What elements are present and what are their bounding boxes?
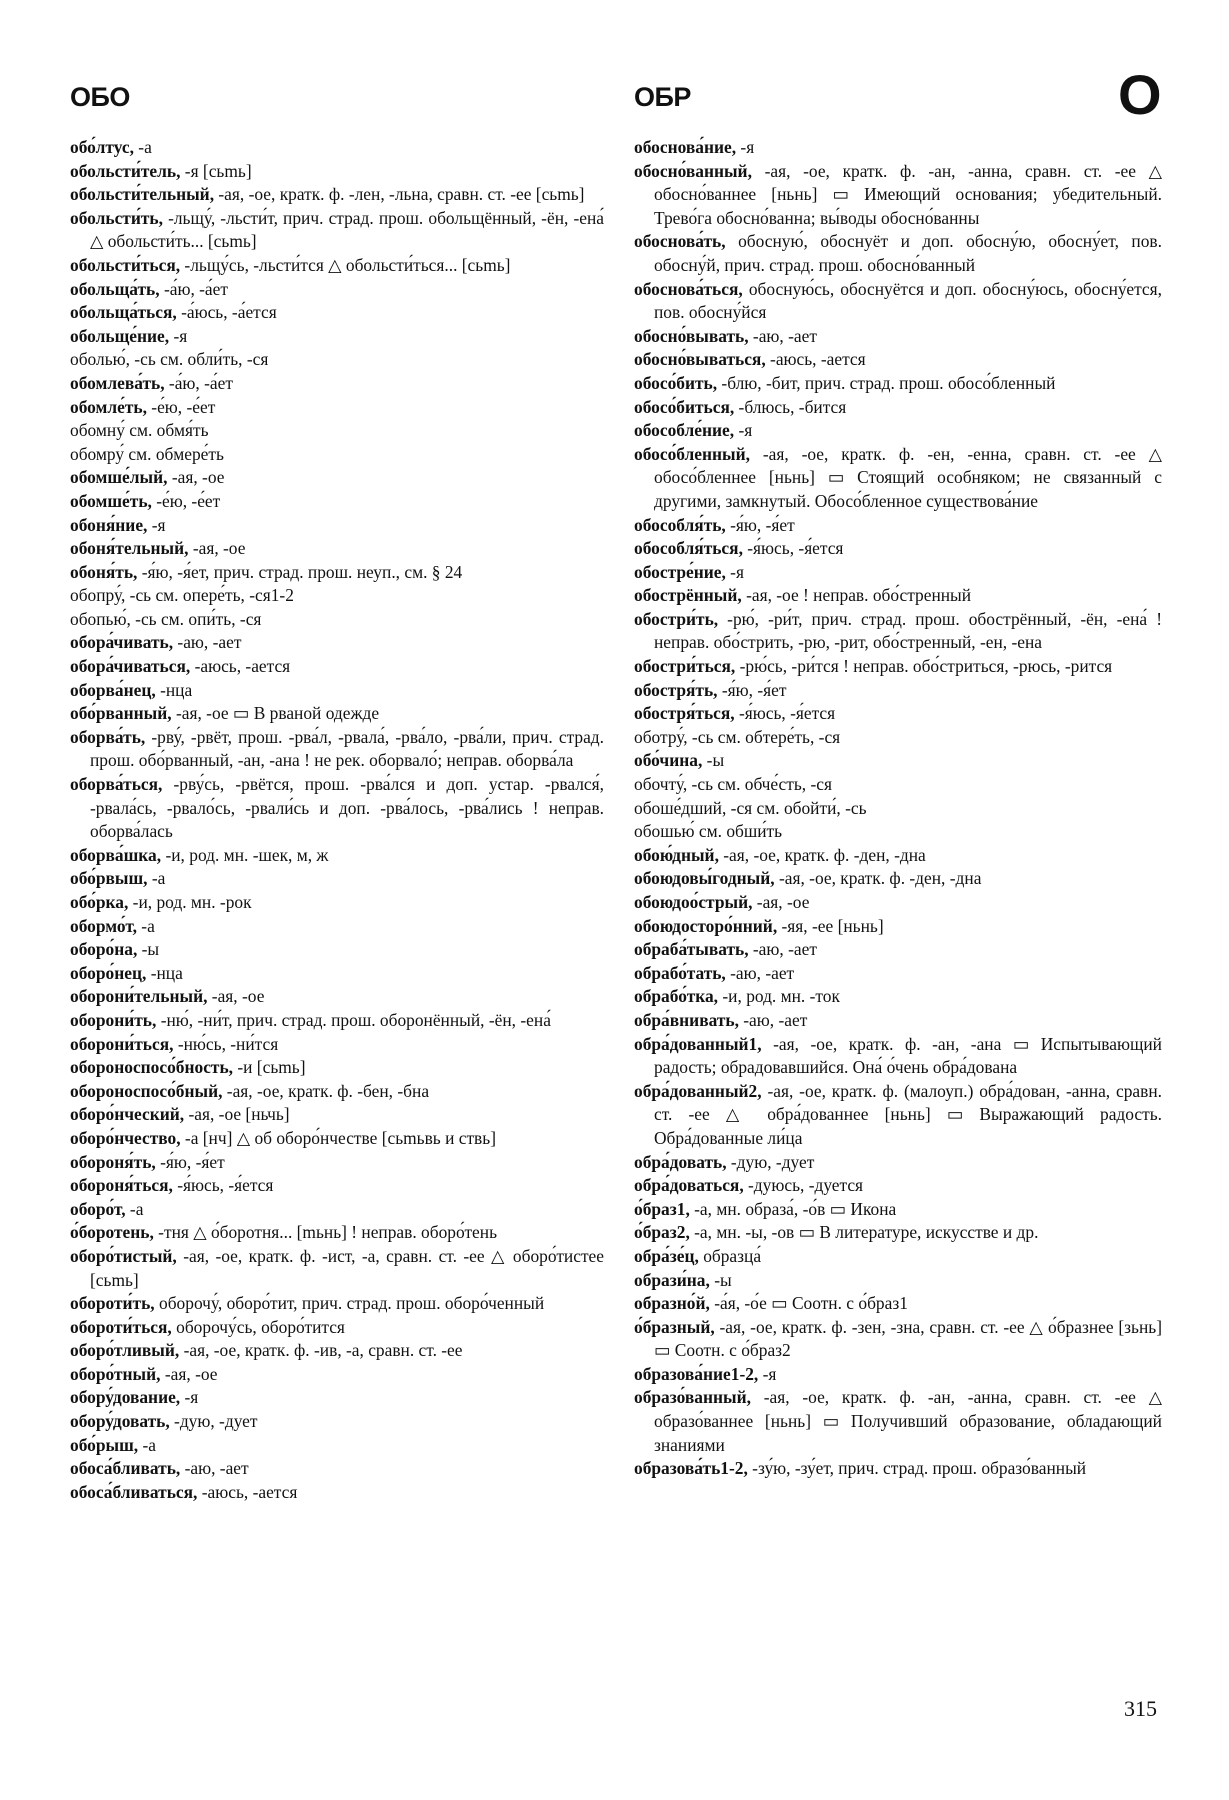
entry-text: -а, мн. -ы, -ов ▭ В литературе, искусстве и др. — [689, 1222, 1039, 1243]
entry-text: -ая, -ое [ньчь] — [184, 1104, 290, 1125]
entry-text: -я — [180, 1387, 199, 1408]
headword: обороти́ть, — [70, 1293, 155, 1314]
headword: обрабо́тка, — [634, 986, 719, 1007]
entry-text: -блю, -бит, прич. страд. прош. обосо́бленный — [717, 372, 1056, 393]
headword: обосно́вываться, — [634, 349, 766, 370]
headword: обоса́бливаться, — [70, 1481, 198, 1502]
headword: обоюдовы́годный, — [634, 868, 775, 889]
entry-text: -ая, -ое ▭ В рваной одежде — [171, 703, 380, 724]
headword: образова́ние1-2, — [634, 1363, 759, 1384]
headword: обора́чиваться, — [70, 656, 191, 677]
entry-text: -и [сьmь] — [233, 1057, 306, 1078]
entry-text: -яя, -ее [ньнь] — [777, 915, 884, 936]
headword: о́браз1, — [634, 1198, 690, 1219]
headword: оборва́шка, — [70, 844, 162, 865]
dictionary-entry — [70, 655, 604, 679]
dictionary-entry — [70, 1103, 604, 1127]
headword: обоня́ть, — [70, 561, 138, 582]
dictionary-entry — [70, 915, 604, 939]
headword: оборва́нец, — [70, 679, 156, 700]
entry-text: обосную́сь, обоснуётся и доп. обосну́юсь, обосну́ется, пов. обосну́йся — [654, 278, 1162, 323]
dictionary-entry — [634, 985, 1162, 1009]
entry-text: -я́юсь, -я́ется — [734, 703, 836, 724]
entry-text: -я́ю, -я́ет — [717, 679, 787, 700]
left-column — [70, 136, 604, 1504]
headword: обороноспосо́бный, — [70, 1080, 223, 1101]
entry-text: -ая, -ое, кратк. ф. -ден, -дна — [774, 868, 982, 889]
entry-text: -аюсь, -ается — [197, 1481, 298, 1502]
entry-text: -ы — [709, 1269, 732, 1290]
headword: обо́лтус, — [70, 137, 134, 157]
dictionary-entry — [634, 844, 1162, 868]
dictionary-entry — [70, 301, 604, 325]
headword: обостри́ться, — [634, 656, 736, 677]
entry-text: обочту́, -сь см. обче́сть, -ся — [634, 774, 832, 795]
entry-text: -аю, -ает — [748, 939, 817, 960]
right-column — [634, 136, 1162, 1481]
entry-text: -аю, -ает — [180, 1458, 249, 1479]
entry-text: -зу́ю, -зу́ет, прич. страд. прош. образо́ванный — [747, 1458, 1087, 1479]
headword: обору́дование, — [70, 1387, 181, 1408]
entry-text: обопью́, -сь см. опи́ть, -ся — [70, 608, 262, 629]
headword: обомлева́ть, — [70, 372, 165, 393]
dictionary-entry — [70, 844, 604, 868]
dictionary-entry — [70, 1174, 604, 1198]
headword: обостре́ние, — [634, 561, 726, 582]
dictionary-entry — [70, 985, 604, 1009]
dictionary-entry — [634, 1080, 1162, 1151]
entry-text: -ая, -ое, кратк. ф. -ан, -ана ▭ Испытывающий радость; обрадовавшийся. Она́ о́чень обра́дована — [654, 1033, 1162, 1078]
headword: обоюдосторо́нний, — [634, 915, 778, 936]
dictionary-entry — [70, 325, 604, 349]
dictionary-entry — [70, 1033, 604, 1057]
entry-text: -а́я, -о́е ▭ Соотн. с о́браз1 — [709, 1293, 908, 1314]
dictionary-entry — [634, 915, 1162, 939]
dictionary-entry — [70, 561, 604, 585]
entry-text: -ая, -ое, кратк. ф. -ист, -а, сравн. ст. -ее △ оборо́тистее [сьmь] — [90, 1245, 604, 1290]
dictionary-entry — [634, 891, 1162, 915]
headword: оборо́нческий, — [70, 1104, 185, 1125]
headword: образи́на, — [634, 1269, 710, 1290]
headword: обра́дованный2, — [634, 1080, 762, 1101]
dictionary-entry — [634, 1033, 1162, 1080]
dictionary-entry — [634, 797, 1162, 821]
dictionary-entry — [70, 372, 604, 396]
headword: обору́довать, — [70, 1411, 170, 1432]
dictionary-entry — [634, 1386, 1162, 1457]
dictionary-entry — [634, 372, 1162, 396]
dictionary-entry — [70, 1339, 604, 1363]
headword: обоня́тельный, — [70, 538, 189, 559]
dictionary-entry — [634, 679, 1162, 703]
entry-text: -а — [138, 1434, 156, 1455]
headword: обоня́ние, — [70, 514, 148, 535]
entry-text: -и, род. мн. -рок — [128, 892, 252, 912]
entry-text: -ая, -ое — [188, 538, 246, 559]
entry-text: -а́ю, -а́ет — [159, 278, 228, 299]
entry-text: -аю, -ает — [725, 962, 795, 983]
headword: оборо́тливый, — [70, 1340, 180, 1361]
dictionary-entry — [634, 136, 1162, 160]
headword: обормо́т, — [70, 915, 137, 936]
entry-text: -ая, -ое, кратк. ф. (малоуп.) обра́дован, -анна, сравн. ст. -ее △ обра́дованнее [ньнь] ▭ Выражающий радость. Обра́дованные ли́ца — [654, 1080, 1162, 1148]
entry-text: -рю́сь, -ри́тся ! неправ. обо́стриться, -рюсь, -рится — [735, 656, 1113, 677]
entry-text: -нца — [155, 679, 193, 700]
entry-text: -я — [758, 1363, 777, 1384]
entry-text: -ы — [137, 939, 160, 960]
entry-text: -ая, -ое, кратк. ф. -лен, -льна, сравн. ст. -ее [сьmь] — [214, 184, 585, 205]
dictionary-entry — [634, 514, 1162, 538]
entry-text: -аю, -ает — [738, 1009, 808, 1030]
dictionary-entry — [70, 207, 604, 254]
entry-text: -ая, -ое — [167, 467, 225, 488]
dictionary-entry — [634, 938, 1162, 962]
dictionary-entry — [70, 136, 604, 160]
dictionary-entry — [634, 561, 1162, 585]
dictionary-entry — [70, 1292, 604, 1316]
entry-text: -а́ю, -а́ет — [164, 372, 233, 393]
headword: обольсти́ть, — [70, 207, 163, 228]
headword: обосо́биться, — [634, 396, 735, 417]
headword: оборо́нчество, — [70, 1127, 181, 1148]
dictionary-entry — [70, 419, 604, 443]
dictionary-entry — [634, 278, 1162, 325]
entry-text: -аю, -ает — [748, 325, 817, 346]
entry-text: -а — [125, 1198, 144, 1219]
running-head-left: ОБО — [70, 82, 130, 112]
dictionary-entry — [70, 160, 604, 184]
headword: оборони́ться, — [70, 1033, 174, 1054]
dictionary-entry — [70, 962, 604, 986]
dictionary-entry — [634, 1198, 1162, 1222]
headword: оборо́т, — [70, 1198, 126, 1219]
dictionary-entry — [634, 962, 1162, 986]
running-head-right: ОБР — [634, 82, 691, 112]
headword: обособля́ть, — [634, 514, 726, 535]
dictionary-entry — [634, 655, 1162, 679]
dictionary-entry — [70, 1080, 604, 1104]
headword: обольще́ние, — [70, 325, 170, 346]
dictionary-entry — [70, 443, 604, 467]
headword: оборони́ть, — [70, 1009, 157, 1030]
dictionary-entry — [70, 537, 604, 561]
entry-text: -аю, -ает — [173, 632, 242, 653]
dictionary-entry — [70, 1009, 604, 1033]
dictionary-entry — [70, 1151, 604, 1175]
entry-text: -а́юсь, -а́ется — [176, 302, 277, 323]
headword: обособле́ние, — [634, 420, 735, 441]
dictionary-entry — [70, 1198, 604, 1222]
headword: обоснова́ться, — [634, 278, 743, 299]
dictionary-entry — [634, 348, 1162, 372]
headword: обраба́тывать, — [634, 939, 749, 960]
headword: обо́рыш, — [70, 1434, 139, 1455]
dictionary-entry — [70, 183, 604, 207]
dictionary-entry — [634, 749, 1162, 773]
dictionary-entry — [70, 514, 604, 538]
entry-text: -тня △ о́боротня... [mьнь] ! неправ. оборо́тень — [153, 1222, 498, 1243]
headword: образова́ть1-2, — [634, 1458, 748, 1479]
headword: обольща́ться, — [70, 302, 177, 323]
page-number: 315 — [1124, 1696, 1157, 1721]
entry-text: -аюсь, -ается — [190, 656, 291, 677]
dictionary-entry — [70, 278, 604, 302]
dictionary-entry — [634, 1269, 1162, 1293]
headword: обра́зе́ц, — [634, 1245, 699, 1266]
dictionary-entry — [70, 1434, 604, 1458]
headword: обо́чина, — [634, 750, 703, 771]
dictionary-entry — [70, 396, 604, 420]
entry-text: обошью́ см. обши́ть — [634, 821, 783, 842]
dictionary-entry — [70, 679, 604, 703]
dictionary-entry — [634, 1457, 1162, 1481]
entry-text: -ню́сь, -ни́тся — [173, 1033, 279, 1054]
entry-text: -рву́, -рвёт, прош. -рва́л, -рвала́, -рва́ло, -рва́ли, прич. страд. прош. обо́рванный, -ан, -ана ! не рек. оборвало́; неправ. оборва́ла — [90, 726, 604, 771]
dictionary-entry — [70, 490, 604, 514]
dictionary-entry — [634, 1009, 1162, 1033]
dictionary-entry — [634, 726, 1162, 750]
entry-text: -ы — [702, 750, 725, 771]
headword: обомше́ть, — [70, 490, 152, 511]
entry-text: -я́ю, -я́ет — [155, 1151, 225, 1172]
headword: о́браз2, — [634, 1222, 690, 1243]
dictionary-entry — [70, 1127, 604, 1151]
entry-text: -а [нч] △ об оборо́нчестве [сьmьвь и ствь] — [180, 1127, 496, 1148]
dictionary-entry — [634, 1363, 1162, 1387]
dictionary-entry — [70, 1363, 604, 1387]
headword: обостри́ть, — [634, 608, 719, 629]
dictionary-entry — [70, 348, 604, 372]
headword: обо́рвыш, — [70, 868, 148, 889]
headword: обоюдоо́стрый, — [634, 892, 753, 912]
dictionary-entry — [70, 608, 604, 632]
entry-text: -аюсь, -ается — [765, 349, 866, 370]
headword: обольсти́тельный, — [70, 184, 215, 205]
entry-text: -я́юсь, -я́ется — [742, 538, 844, 559]
entry-text: -и, род. мн. -ток — [718, 986, 840, 1007]
headword: оборва́ть, — [70, 726, 146, 747]
entry-text: -нца — [146, 962, 183, 983]
dictionary-entry — [70, 1457, 604, 1481]
entry-text: -льщу́, -льсти́т, прич. страд. прош. обольщённый, -ён, -ена́ △ обольсти́ть... [сьmь] — [90, 207, 604, 252]
headword: обольсти́ться, — [70, 254, 181, 275]
dictionary-entry — [634, 230, 1162, 277]
headword: оборо́тный, — [70, 1363, 161, 1384]
entry-text: -рву́сь, -рвётся, прош. -рва́лся и доп. устар. -рвался́, -рвала́сь, -рвало́сь, -рвали́сь и доп. -рва́лось, -рва́лись ! неправ. оборва́лась — [90, 774, 604, 842]
entry-text: -ню́, -ни́т, прич. страд. прош. оборонённый, -ён, -ена́ — [156, 1009, 551, 1030]
headword: о́боротень, — [70, 1222, 154, 1243]
headword: оборо́тистый, — [70, 1245, 177, 1266]
headword: обороня́ться, — [70, 1175, 173, 1196]
headword: обо́рка, — [70, 892, 129, 912]
dictionary-entry — [634, 608, 1162, 655]
entry-text: -я — [169, 325, 188, 346]
dictionary-entry — [634, 820, 1162, 844]
entry-text: оборочу́, оборо́тит, прич. страд. прош. оборо́ченный — [154, 1293, 545, 1314]
dictionary-entry — [634, 1245, 1162, 1269]
headword: обольсти́тель, — [70, 160, 181, 181]
entry-text: -ая, -ое, кратк. ф. -ан, -анна, сравн. ст. -ее △ обосно́ваннее [ньнь] ▭ Имеющий основания; убедительный. Трево́га обосно́ванна; вы́воды обосно́ванны — [654, 160, 1162, 228]
dictionary-entry — [634, 160, 1162, 231]
entry-text: -е́ю, -е́ет — [146, 396, 216, 417]
dictionary-entry — [70, 1245, 604, 1292]
entry-text: -льщу́сь, -льсти́тся △ обольсти́ться... [сьmь] — [180, 254, 511, 275]
headword: обостря́ть, — [634, 679, 718, 700]
headword: обосно́вывать, — [634, 325, 749, 346]
entry-text: -рю́, -ри́т, прич. страд. прош. обострённый, -ён, -ена́ ! неправ. обо́стрить, -рю, -рит, обо́стренный, -ен, -ена — [654, 608, 1162, 653]
headword: образно́й, — [634, 1293, 710, 1314]
headword: оборони́тельный, — [70, 986, 208, 1007]
entry-text: -дую, -дует — [726, 1151, 815, 1172]
headword: обоснова́ние, — [634, 137, 737, 157]
dictionary-entry — [634, 419, 1162, 443]
dictionary-entry — [70, 867, 604, 891]
dictionary-entry — [634, 773, 1162, 797]
entry-text: -а, мн. образа́, -о́в ▭ Икона — [689, 1198, 897, 1219]
headword: образо́ванный, — [634, 1387, 751, 1408]
entry-text: -ая, -ое, кратк. ф. -ив, -а, сравн. ст. -ее — [179, 1340, 463, 1361]
entry-text: -ая, -ое ! неправ. обо́стренный — [741, 585, 972, 606]
headword: о́бразный, — [634, 1316, 715, 1337]
entry-text: -дуюсь, -дуется — [743, 1175, 864, 1196]
entry-text: -я́ю, -я́ет, прич. страд. прош. неуп., см. § 24 — [137, 561, 463, 582]
dictionary-entry — [70, 1386, 604, 1410]
entry-text: -я — [725, 561, 744, 582]
headword: обороноспосо́бность, — [70, 1057, 234, 1078]
dictionary-entry — [70, 631, 604, 655]
dictionary-entry — [70, 1056, 604, 1080]
entry-text: -ая, -ое, кратк. ф. -ден, -дна — [718, 844, 926, 865]
headword: обора́чивать, — [70, 632, 174, 653]
headword: обра́внивать, — [634, 1009, 739, 1030]
headword: обороня́ть, — [70, 1151, 156, 1172]
headword: обо́рванный, — [70, 703, 172, 724]
dictionary-entry — [70, 1221, 604, 1245]
entry-text: -ая, -ое, кратк. ф. -зен, -зна, сравн. ст. -ее △ о́бразнее [зьнь] ▭ Соотн. с о́браз2 — [654, 1316, 1162, 1361]
headword: обострённый, — [634, 585, 742, 606]
entry-text: -я [сьmь] — [180, 160, 252, 181]
entry-text: оболью́, -сь см. обли́ть, -ся — [70, 349, 269, 370]
headword: оборо́нец, — [70, 962, 147, 983]
dictionary-entry — [634, 443, 1162, 514]
dictionary-entry — [70, 254, 604, 278]
headword: обоса́бливать, — [70, 1458, 181, 1479]
headword: обра́довать, — [634, 1151, 727, 1172]
entry-text: обопру́, -сь см. опере́ть, -ся1-2 — [70, 585, 294, 606]
entry-text: -ая, -ое, кратк. ф. -бен, -бна — [222, 1080, 430, 1101]
section-letter: О — [1118, 63, 1162, 126]
dictionary-entry — [634, 1174, 1162, 1198]
dictionary-entry — [634, 1316, 1162, 1363]
headword: оборва́ться, — [70, 774, 163, 795]
dictionary-entry — [70, 1481, 604, 1505]
headword: обомле́ть, — [70, 396, 147, 417]
entry-text: оботру́, -сь см. обтере́ть, -ся — [634, 726, 841, 747]
dictionary-entry — [634, 702, 1162, 726]
headword: обоснова́ть, — [634, 231, 726, 252]
entry-text: -я — [736, 137, 755, 157]
dictionary-entry — [70, 584, 604, 608]
dictionary-entry — [70, 1316, 604, 1340]
headword: обольща́ть, — [70, 278, 160, 299]
entry-text: -а — [133, 137, 152, 157]
headword: обосо́бить, — [634, 372, 718, 393]
headword: обосо́бленный, — [634, 443, 750, 464]
dictionary-entry — [634, 325, 1162, 349]
entry-text: -ая, -ое — [160, 1363, 218, 1384]
headword: обою́дный, — [634, 844, 719, 865]
entry-text: -я́ю, -я́ет — [725, 514, 795, 535]
entry-text: образца́ — [698, 1245, 762, 1266]
dictionary-entry — [70, 938, 604, 962]
dictionary-entry — [70, 466, 604, 490]
headword: оборо́на, — [70, 939, 138, 960]
entry-text: обосную́, обоснуёт и доп. обосну́ю, обосну́ет, пов. обосну́й, прич. страд. прош. обосно́ванный — [654, 231, 1162, 275]
entry-text: обомру́ см. обмере́ть — [70, 443, 224, 464]
entry-text: -я́юсь, -я́ется — [172, 1175, 274, 1196]
dictionary-entry — [634, 867, 1162, 891]
entry-text: -ая, -ое — [752, 892, 810, 912]
entry-text: -а — [136, 915, 155, 936]
headword: обра́дованный1, — [634, 1033, 762, 1054]
entry-text: -ая, -ое, кратк. ф. -ан, -анна, сравн. ст. -ее △ образо́ваннее [ньнь] ▭ Получивший образование, обладающий знаниями — [654, 1387, 1162, 1455]
dictionary-entry — [70, 702, 604, 726]
entry-text: -е́ю, -е́ет — [151, 490, 221, 511]
dictionary-entry — [634, 1221, 1162, 1245]
entry-text: -и, род. мн. -шек, м, ж — [161, 844, 329, 865]
entry-text: -дую, -дует — [169, 1411, 258, 1432]
entry-text: -я — [734, 420, 753, 441]
entry-text: -блюсь, -бится — [734, 396, 847, 417]
dictionary-entry — [634, 396, 1162, 420]
entry-text: -я — [147, 514, 166, 535]
headword: обосно́ванный, — [634, 160, 752, 181]
entry-text: обоше́дший, -ся см. обойти́, -сь — [634, 797, 867, 818]
dictionary-entry — [634, 1292, 1162, 1316]
entry-text: -а — [147, 868, 166, 889]
headword: обомше́лый, — [70, 467, 168, 488]
headword: обороти́ться, — [70, 1316, 172, 1337]
headword: обрабо́тать, — [634, 962, 726, 983]
headword: обособля́ться, — [634, 538, 743, 559]
dictionary-entry — [634, 584, 1162, 608]
dictionary-entry — [70, 1410, 604, 1434]
entry-text: обомну́ см. обмя́ть — [70, 420, 209, 441]
entry-text: -ая, -ое — [207, 986, 265, 1007]
entry-text: -ая, -ое, кратк. ф. -ен, -енна, сравн. ст. -ее △ обосо́бленнее [ньнь] ▭ Стоящий особняком; не связанный с другими, замкнутый. Обосо́бленное существова́ние — [654, 443, 1162, 511]
headword: обра́доваться, — [634, 1175, 744, 1196]
dictionary-entry — [70, 891, 604, 915]
dictionary-entry — [634, 537, 1162, 561]
dictionary-entry — [70, 773, 604, 844]
entry-text: оборочу́сь, оборо́тится — [171, 1316, 345, 1337]
headword: обостря́ться, — [634, 703, 735, 724]
dictionary-entry — [634, 1151, 1162, 1175]
dictionary-entry — [70, 726, 604, 773]
